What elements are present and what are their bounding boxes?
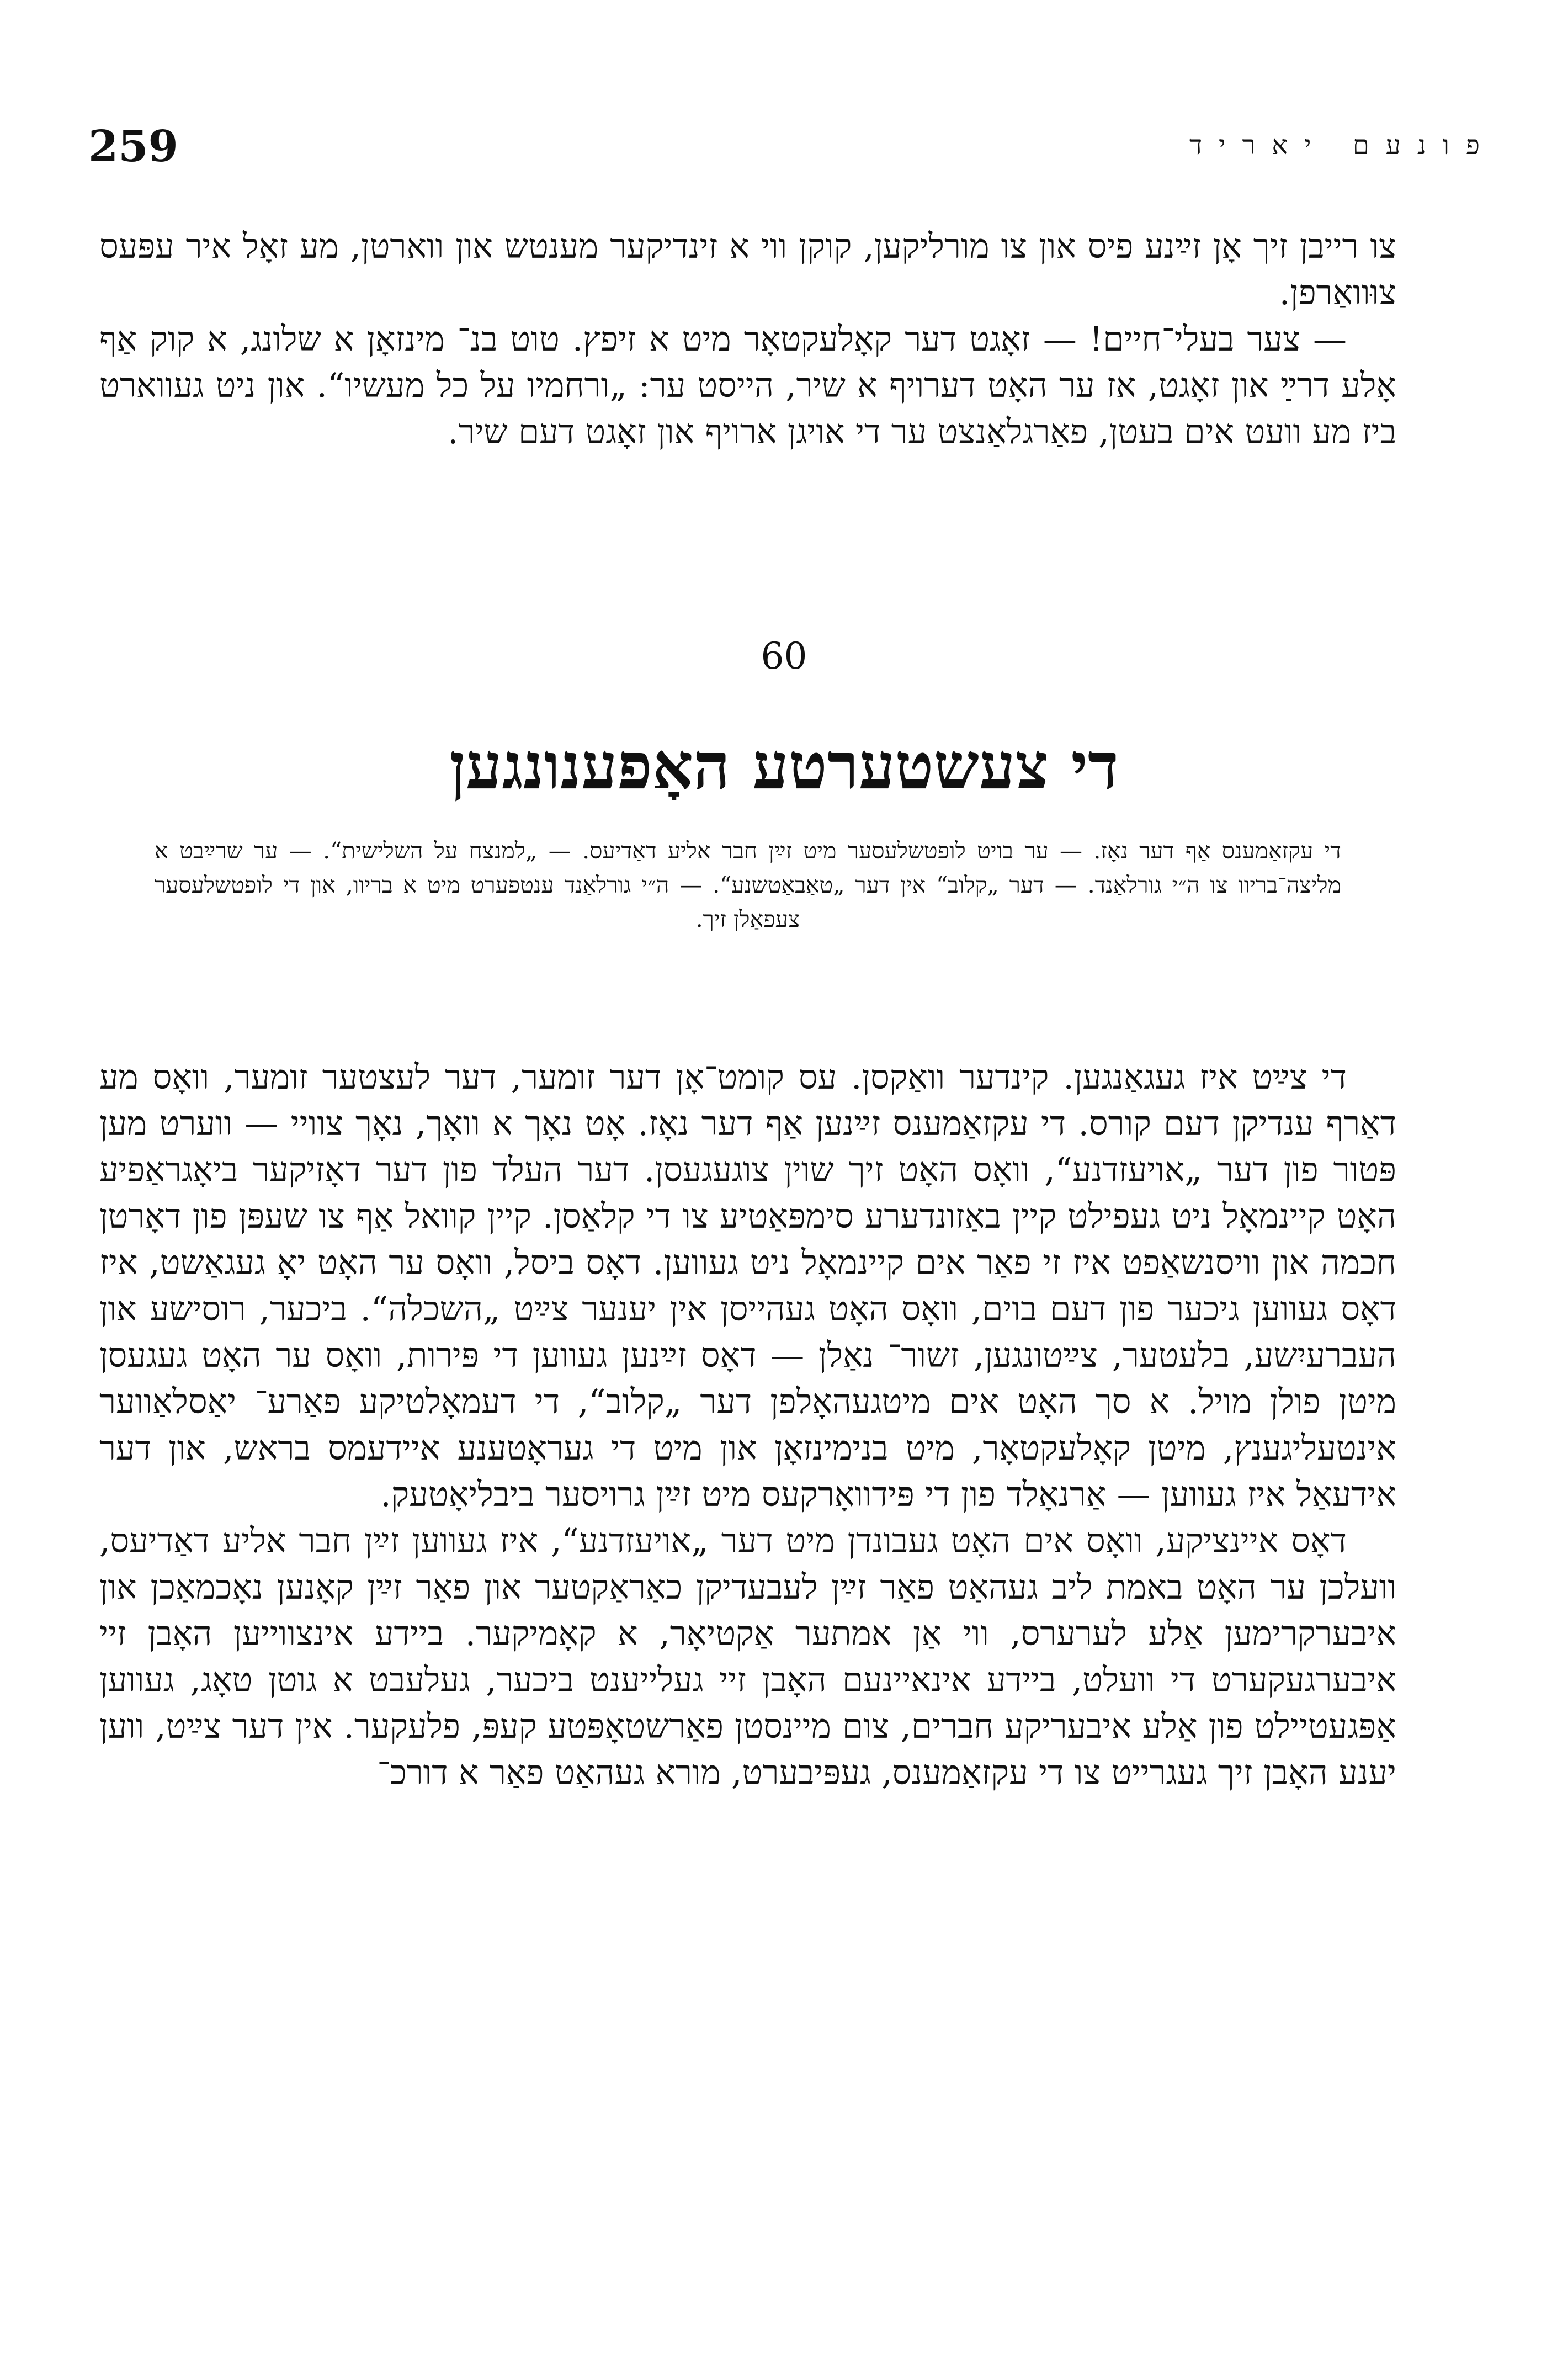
paragraph: דאָס איינציקע, וואָס אים האָט געבונדן מיט דער „אויעזדנע“, איז געווען זײַן חבר אליע דאַדיעס, וועלכן ער האָט באמת ליב געהאַט פאַר זײַן לעבעדיקן כאַראַקטער און פאַר זײַן קאָנען נאָכמאַכן און איבערקרימען אַלע לערערס, ווי אַן אמתער אַקטיאָר, א קאָמיקער. ביידע אינצווייען האָבן זיי איבערגעקערט די וועלט, ביידע אינאיינעם האָבן זיי געלייענט ביכער, געלעבט א גוטן טאָג, געווען אַפּגעטיילט פון אַלע איבעריקע חברים, צום מיינסטן פאַרשטאָפּטע קעפּ, פלעקער. אין דער צײַט, ווען יענע האָבן זיך געגרייט צו די עקזאַמענס, געפּיבערט, מורא געהאַט פאַר א דורכ־: [99, 1521, 1397, 1792]
chapter-text: [99, 1054, 1396, 1796]
chapter-synopsis: די עקזאַמענס אַף דער נאָז. — ער בויט לופטשלעסער מיט זײַן חבר אליע דאַדיעס. — „למנצח על השלישית“. — ער שרײַבט א מליצה־בריוו צו ה״י גורלאַנד. — דער „קלוב“ אין דער „טאַבאַטשנע“. — ה״י גורלאַנד ענטפערט מיט א בריוו, און די לופטשלעסער צעפאַלן זיך.: [155, 837, 1342, 932]
page-number: 259: [88, 121, 178, 172]
paragraph: צו רייבן זיך אָן זײַנע פיס און צו מורליקען, קוקן ווי א זינדיקער מענטש און ווארטן, מע זאָל איר עפּעס צוּוואַרפן.: [99, 227, 1396, 312]
chapter-title: די צעשטערטע האָפענונגען: [449, 729, 1119, 804]
chapter-number: 60: [761, 635, 807, 677]
opening-text: [99, 224, 1396, 455]
paragraph: די צײַט איז געגאַנגען. קינדער וואַקסן. עס קומט־אָן דער זומער, דער לעצטער זומער, וואָס מע דאַרף ענדיקן דעם קורס. די עקזאַמענס זײַנען אַף דער נאָז. אָט נאָך א וואָך, נאָך צוויי — ווערט מען פּטור פון דער „אויעזדנע“, וואָס האָט זיך שוין צוגעגעסן. דער העלד פון דער דאָזיקער ביאָגראַפיע האָט קיינמאָל ניט געפילט קיין באַזונדערע סימפּאַטיע צו די קלאַסן. קיין קוואל אַף צו שעפּן פון דאָרטן חכמה און וויסנשאַפט איז זי פאַר אים קיינמאָל ניט געווען. דאָס ביסל, וואָס ער האָט יאָ געגאַשט, איז דאָס געווען גיכער פון דעם בוים, וואָס האָט געהייסן אין יענער צײַט „השכלה“. ביכער, רוסישע און העברעיִשע, בלעטער, צײַטונגען, זשור־ נאַלן — דאָס זײַנען געווען די פּירות, וואָס ער האָט געגעסן מיטן פולן מויל. א סך האָט אים מיטגעהאָלפן דער „קלוב“, די דעמאָלטיקע פאַרע־ יאַסלאַווער אינטעליגענץ, מיטן קאָלעקטאָר, מיט בנימינזאָן און מיט די געראָטענע איידעמס בראש, און דער אידעאַל איז געווען — אַרנאָלד פון די פּידוואָרקעס מיט זײַן גרויסער ביבליאָטעק.: [99, 1058, 1397, 1514]
running-title: פונעם יאריד: [1189, 130, 1496, 161]
paragraph: — צער בעלי־חיים! — זאָגט דער קאָלעקטאָר מיט א זיפץ. טוט בנ־ מינזאָן א שלונג, א קוק אַף אָלע דרײַ און זאָגט, אז ער האָט דערויף א שיר, הייסט ער: „ורחמיו על כל מעשיו“. און ניט געווארט ביז מע וועט אים בעטן, פאַרגלאַנצט ער די אויגן ארויף און זאָגט דעם שיר.: [99, 320, 1396, 452]
